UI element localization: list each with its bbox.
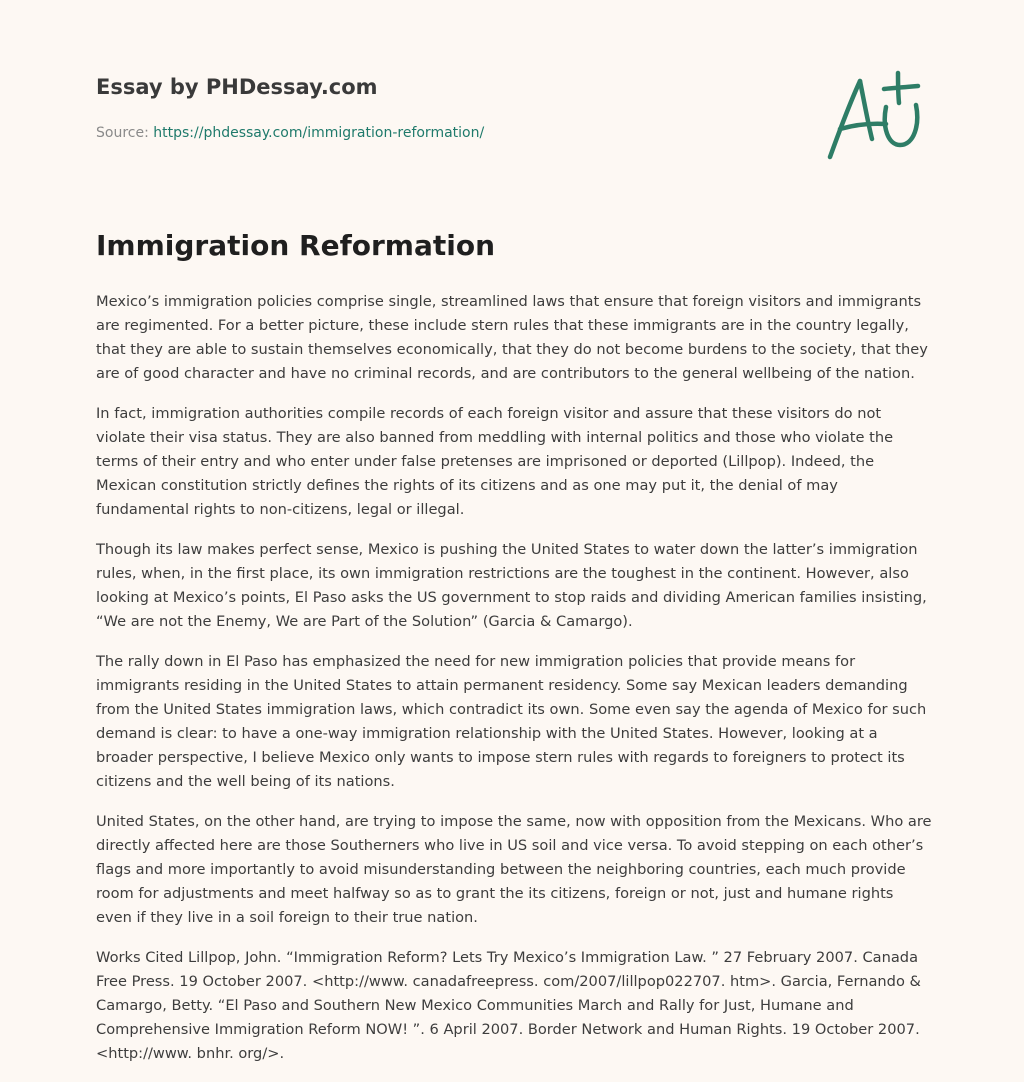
essay-paragraph: United States, on the other hand, are trying to impose the same, now with opposition from the Mexicans. Who are directly affected here are those Southerners who live in US soil and vice versa. To avoid stepping on each other’s flags and more importantly to avoid misunderstanding between the neighboring countries, each much provide room for adjustments and meet halfway so as to grant the its citizens, foreign or not, just and humane rights even if they live in a soil foreign to their true nation. (96, 813, 932, 926)
site-title: Essay by PHDessay.com (96, 75, 378, 99)
source-line (96, 125, 484, 141)
a-plus-logo-icon (824, 67, 924, 163)
essay-paragraph: Mexico’s immigration policies comprise single, streamlined laws that ensure that foreign visitors and immigrants are regimented. For a better picture, these include stern rules that these immigrants are in the country legally, that they are able to sustain themselves economically, that they do not become burdens to the society, that they are of good character and have no criminal records, and are contributors to the general wellbeing of the nation. (96, 293, 928, 382)
essay-paragraph: Though its law makes perfect sense, Mexico is pushing the United States to water down the latter’s immigration rules, when, in the first place, its own immigration restrictions are the toughest in the continent. However, also looking at Mexico’s points, El Paso asks the US government to stop raids and dividing American families insisting, “We are not the Enemy, We are Part of the Solution” (Garcia & Camargo). (96, 541, 927, 630)
essay-paragraph: In fact, immigration authorities compile records of each foreign visitor and assure that these visitors do not violate their visa status. They are also banned from meddling with internal politics and those who violate the terms of their entry and who enter under false pretenses are imprisoned or deported (Lillpop). Indeed, the Mexican constitution strictly defines the rights of its citizens and as one may put it, the denial of may fundamental rights to non-citizens, legal or illegal. (96, 405, 894, 518)
essay-title: Immigration Reformation (96, 229, 496, 262)
page-header (96, 75, 928, 175)
source-label: Source: (96, 125, 154, 141)
source-link[interactable]: https://phdessay.com/immigration-reformation/ (153, 125, 485, 141)
essay-body (96, 228, 932, 1082)
works-cited-paragraph: Works Cited Lillpop, John. “Immigration Reform? Lets Try Mexico’s Immigration Law. ” 27 February 2007. Canada Free Press. 19 October 2007. <http://www. canadafreepress. com/2007/lillpop022707. htm>. Garcia, Fernando & Camargo, Betty. “El Paso and Southern New Mexico Communities March and Rally for Just, Humane and Comprehensive Immigration Reform NOW! ”. 6 April 2007. Border Network and Human Rights. 19 October 2007. <http://www. bnhr. org/>. (96, 949, 921, 1062)
essay-paragraph: The rally down in El Paso has emphasized the need for new immigration policies that provide means for immigrants residing in the United States to attain permanent residency. Some say Mexican leaders demanding from the United States immigration laws, which contradict its own. Some even say the agenda of Mexico for such demand is clear: to have a one-way immigration relationship with the United States. However, looking at a broader perspective, I believe Mexico only wants to impose stern rules with regards to foreigners to protect its citizens and the well being of its nations. (96, 653, 927, 790)
